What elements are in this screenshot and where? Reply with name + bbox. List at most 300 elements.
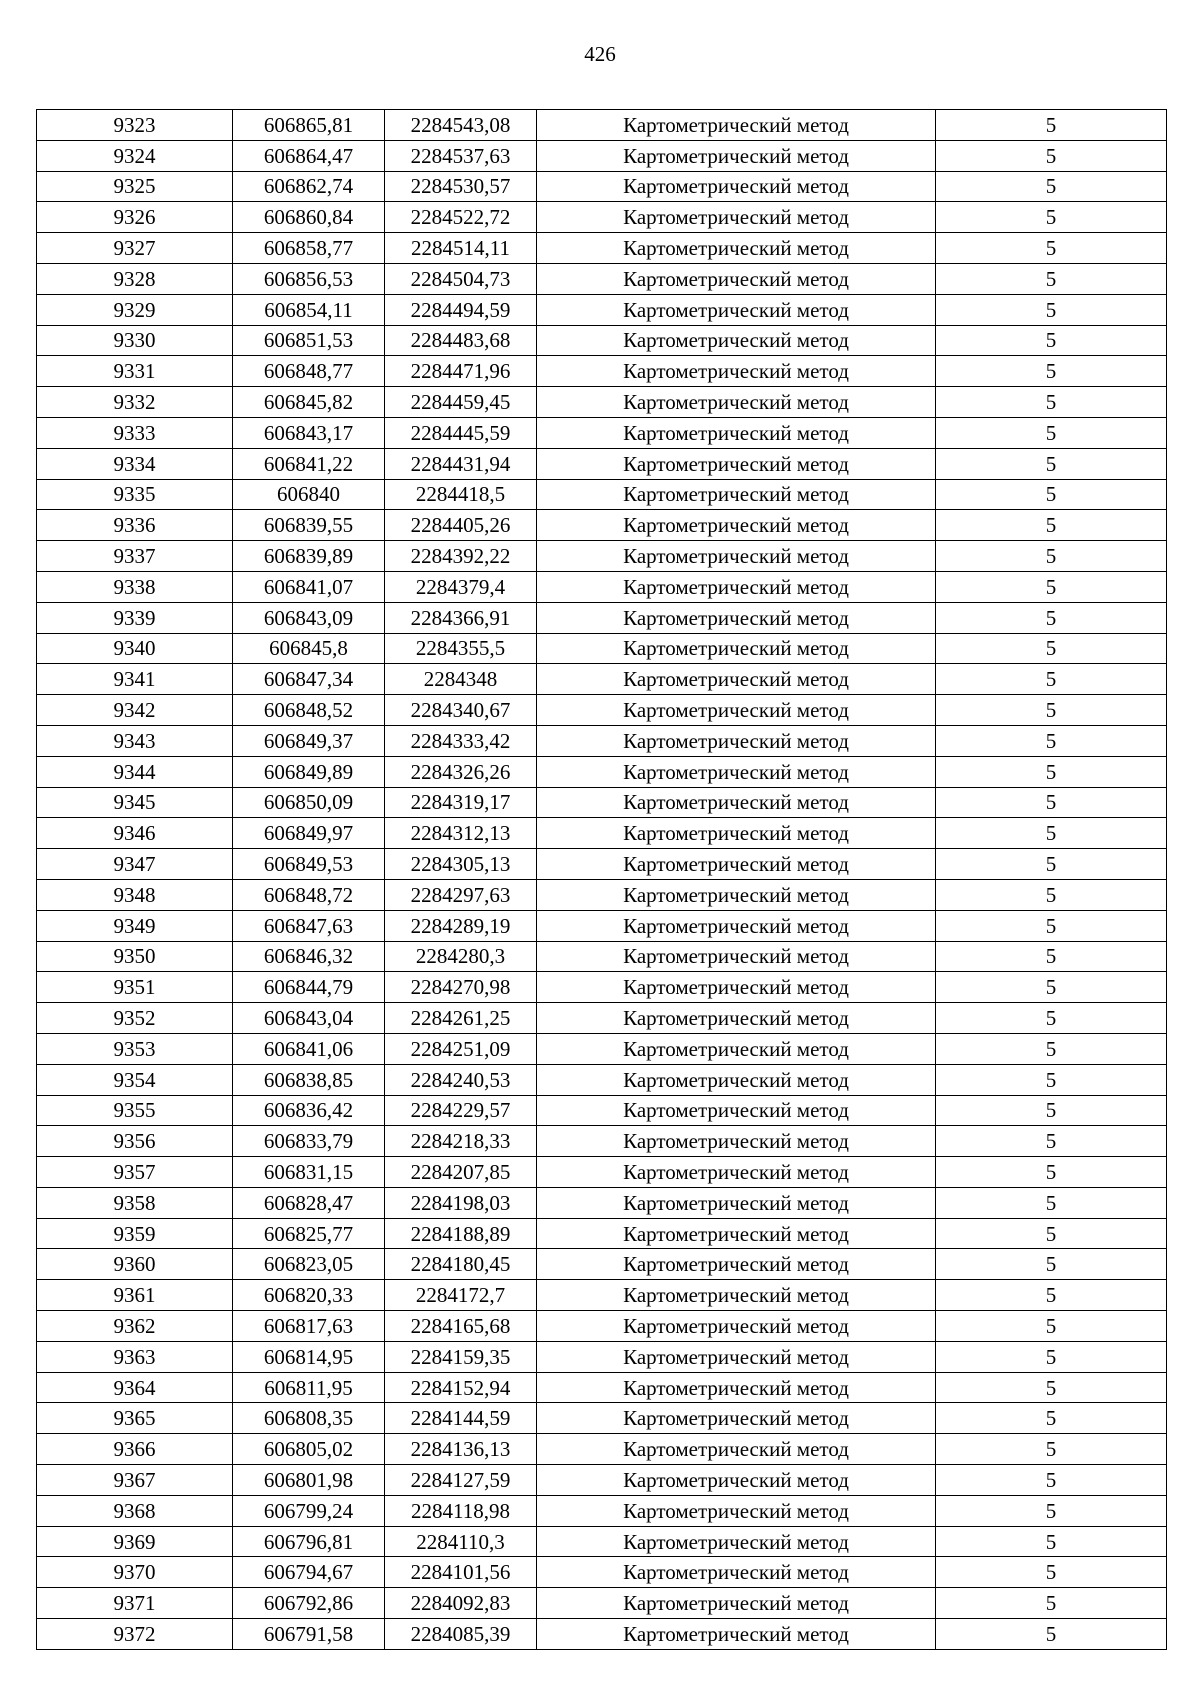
x-coordinate-cell: 606858,77: [233, 233, 385, 264]
x-coordinate-cell: 606811,95: [233, 1372, 385, 1403]
y-coordinate-cell: 2284289,19: [385, 910, 537, 941]
x-coordinate-cell: 606833,79: [233, 1126, 385, 1157]
accuracy-cell: 5: [936, 1557, 1167, 1588]
method-cell: Картометрический метод: [537, 1095, 936, 1126]
method-cell: Картометрический метод: [537, 1434, 936, 1465]
page-number: 426: [584, 42, 616, 66]
table-row: [37, 1249, 1167, 1280]
accuracy-cell: 5: [936, 695, 1167, 726]
point-number-cell: 9325: [37, 171, 233, 202]
table-row: [37, 140, 1167, 171]
table-row: [37, 1588, 1167, 1619]
point-number-cell: 9346: [37, 818, 233, 849]
x-coordinate-cell: 606844,79: [233, 972, 385, 1003]
method-cell: Картометрический метод: [537, 233, 936, 264]
point-number-cell: 9369: [37, 1526, 233, 1557]
method-cell: Картометрический метод: [537, 263, 936, 294]
point-number-cell: 9372: [37, 1619, 233, 1650]
y-coordinate-cell: 2284379,4: [385, 571, 537, 602]
x-coordinate-cell: 606840: [233, 479, 385, 510]
x-coordinate-cell: 606848,77: [233, 356, 385, 387]
accuracy-cell: 5: [936, 1341, 1167, 1372]
accuracy-cell: 5: [936, 1434, 1167, 1465]
method-cell: Картометрический метод: [537, 1157, 936, 1188]
method-cell: Картометрический метод: [537, 633, 936, 664]
table-row: [37, 756, 1167, 787]
method-cell: Картометрический метод: [537, 1003, 936, 1034]
point-number-cell: 9323: [37, 110, 233, 141]
y-coordinate-cell: 2284085,39: [385, 1619, 537, 1650]
method-cell: Картометрический метод: [537, 602, 936, 633]
y-coordinate-cell: 2284261,25: [385, 1003, 537, 1034]
point-number-cell: 9328: [37, 263, 233, 294]
method-cell: Картометрический метод: [537, 541, 936, 572]
coordinates-table: [36, 109, 1167, 1650]
table-row: [37, 725, 1167, 756]
method-cell: Картометрический метод: [537, 1280, 936, 1311]
y-coordinate-cell: 2284522,72: [385, 202, 537, 233]
x-coordinate-cell: 606845,8: [233, 633, 385, 664]
table-row: [37, 818, 1167, 849]
point-number-cell: 9360: [37, 1249, 233, 1280]
x-coordinate-cell: 606843,09: [233, 602, 385, 633]
point-number-cell: 9358: [37, 1187, 233, 1218]
y-coordinate-cell: 2284144,59: [385, 1403, 537, 1434]
method-cell: Картометрический метод: [537, 1588, 936, 1619]
point-number-cell: 9361: [37, 1280, 233, 1311]
table-row: [37, 541, 1167, 572]
accuracy-cell: 5: [936, 294, 1167, 325]
method-cell: Картометрический метод: [537, 171, 936, 202]
point-number-cell: 9341: [37, 664, 233, 695]
table-row: [37, 479, 1167, 510]
accuracy-cell: 5: [936, 1157, 1167, 1188]
accuracy-cell: 5: [936, 1280, 1167, 1311]
point-number-cell: 9359: [37, 1218, 233, 1249]
accuracy-cell: 5: [936, 263, 1167, 294]
table-row: [37, 510, 1167, 541]
y-coordinate-cell: 2284445,59: [385, 417, 537, 448]
x-coordinate-cell: 606864,47: [233, 140, 385, 171]
table-row: [37, 1311, 1167, 1342]
accuracy-cell: 5: [936, 202, 1167, 233]
y-coordinate-cell: 2284530,57: [385, 171, 537, 202]
method-cell: Картометрический метод: [537, 294, 936, 325]
y-coordinate-cell: 2284136,13: [385, 1434, 537, 1465]
x-coordinate-cell: 606848,52: [233, 695, 385, 726]
y-coordinate-cell: 2284229,57: [385, 1095, 537, 1126]
table-row: [37, 325, 1167, 356]
y-coordinate-cell: 2284270,98: [385, 972, 537, 1003]
x-coordinate-cell: 606808,35: [233, 1403, 385, 1434]
method-cell: Картометрический метод: [537, 1126, 936, 1157]
x-coordinate-cell: 606862,74: [233, 171, 385, 202]
method-cell: Картометрический метод: [537, 1341, 936, 1372]
table-row: [37, 1465, 1167, 1496]
x-coordinate-cell: 606825,77: [233, 1218, 385, 1249]
point-number-cell: 9350: [37, 941, 233, 972]
y-coordinate-cell: 2284418,5: [385, 479, 537, 510]
table-row: [37, 1095, 1167, 1126]
point-number-cell: 9368: [37, 1495, 233, 1526]
method-cell: Картометрический метод: [537, 448, 936, 479]
accuracy-cell: 5: [936, 479, 1167, 510]
accuracy-cell: 5: [936, 1249, 1167, 1280]
point-number-cell: 9342: [37, 695, 233, 726]
table-row: [37, 1526, 1167, 1557]
y-coordinate-cell: 2284110,3: [385, 1526, 537, 1557]
point-number-cell: 9345: [37, 787, 233, 818]
accuracy-cell: 5: [936, 140, 1167, 171]
x-coordinate-cell: 606850,09: [233, 787, 385, 818]
x-coordinate-cell: 606847,34: [233, 664, 385, 695]
y-coordinate-cell: 2284297,63: [385, 879, 537, 910]
method-cell: Картометрический метод: [537, 110, 936, 141]
point-number-cell: 9363: [37, 1341, 233, 1372]
accuracy-cell: 5: [936, 1495, 1167, 1526]
table-row: [37, 1557, 1167, 1588]
table-row: [37, 294, 1167, 325]
table-row: [37, 202, 1167, 233]
y-coordinate-cell: 2284348: [385, 664, 537, 695]
y-coordinate-cell: 2284537,63: [385, 140, 537, 171]
point-number-cell: 9331: [37, 356, 233, 387]
method-cell: Картометрический метод: [537, 725, 936, 756]
method-cell: Картометрический метод: [537, 695, 936, 726]
y-coordinate-cell: 2284172,7: [385, 1280, 537, 1311]
x-coordinate-cell: 606794,67: [233, 1557, 385, 1588]
accuracy-cell: 5: [936, 1126, 1167, 1157]
x-coordinate-cell: 606849,37: [233, 725, 385, 756]
method-cell: Картометрический метод: [537, 510, 936, 541]
table-row: [37, 1003, 1167, 1034]
y-coordinate-cell: 2284188,89: [385, 1218, 537, 1249]
x-coordinate-cell: 606849,89: [233, 756, 385, 787]
accuracy-cell: 5: [936, 110, 1167, 141]
table-row: [37, 1187, 1167, 1218]
x-coordinate-cell: 606860,84: [233, 202, 385, 233]
x-coordinate-cell: 606828,47: [233, 1187, 385, 1218]
point-number-cell: 9344: [37, 756, 233, 787]
accuracy-cell: 5: [936, 910, 1167, 941]
x-coordinate-cell: 606841,06: [233, 1033, 385, 1064]
y-coordinate-cell: 2284218,33: [385, 1126, 537, 1157]
accuracy-cell: 5: [936, 1187, 1167, 1218]
table-row: [37, 1033, 1167, 1064]
point-number-cell: 9367: [37, 1465, 233, 1496]
x-coordinate-cell: 606849,97: [233, 818, 385, 849]
point-number-cell: 9349: [37, 910, 233, 941]
x-coordinate-cell: 606843,17: [233, 417, 385, 448]
point-number-cell: 9340: [37, 633, 233, 664]
accuracy-cell: 5: [936, 510, 1167, 541]
y-coordinate-cell: 2284471,96: [385, 356, 537, 387]
x-coordinate-cell: 606823,05: [233, 1249, 385, 1280]
table-row: [37, 571, 1167, 602]
method-cell: Картометрический метод: [537, 1557, 936, 1588]
y-coordinate-cell: 2284431,94: [385, 448, 537, 479]
y-coordinate-cell: 2284312,13: [385, 818, 537, 849]
accuracy-cell: 5: [936, 1465, 1167, 1496]
table-row: [37, 1372, 1167, 1403]
y-coordinate-cell: 2284280,3: [385, 941, 537, 972]
accuracy-cell: 5: [936, 325, 1167, 356]
accuracy-cell: 5: [936, 1403, 1167, 1434]
point-number-cell: 9338: [37, 571, 233, 602]
x-coordinate-cell: 606792,86: [233, 1588, 385, 1619]
x-coordinate-cell: 606799,24: [233, 1495, 385, 1526]
x-coordinate-cell: 606845,82: [233, 387, 385, 418]
point-number-cell: 9371: [37, 1588, 233, 1619]
method-cell: Картометрический метод: [537, 664, 936, 695]
coordinates-table-body: [37, 110, 1167, 1650]
table-row: [37, 849, 1167, 880]
x-coordinate-cell: 606851,53: [233, 325, 385, 356]
accuracy-cell: 5: [936, 571, 1167, 602]
x-coordinate-cell: 606839,55: [233, 510, 385, 541]
table-row: [37, 1157, 1167, 1188]
accuracy-cell: 5: [936, 448, 1167, 479]
table-row: [37, 910, 1167, 941]
accuracy-cell: 5: [936, 849, 1167, 880]
x-coordinate-cell: 606820,33: [233, 1280, 385, 1311]
method-cell: Картометрический метод: [537, 1495, 936, 1526]
y-coordinate-cell: 2284504,73: [385, 263, 537, 294]
x-coordinate-cell: 606838,85: [233, 1064, 385, 1095]
method-cell: Картометрический метод: [537, 972, 936, 1003]
point-number-cell: 9347: [37, 849, 233, 880]
table-row: [37, 1280, 1167, 1311]
x-coordinate-cell: 606817,63: [233, 1311, 385, 1342]
x-coordinate-cell: 606849,53: [233, 849, 385, 880]
accuracy-cell: 5: [936, 1064, 1167, 1095]
y-coordinate-cell: 2284240,53: [385, 1064, 537, 1095]
y-coordinate-cell: 2284543,08: [385, 110, 537, 141]
x-coordinate-cell: 606805,02: [233, 1434, 385, 1465]
x-coordinate-cell: 606856,53: [233, 263, 385, 294]
point-number-cell: 9351: [37, 972, 233, 1003]
point-number-cell: 9356: [37, 1126, 233, 1157]
point-number-cell: 9362: [37, 1311, 233, 1342]
point-number-cell: 9370: [37, 1557, 233, 1588]
accuracy-cell: 5: [936, 941, 1167, 972]
accuracy-cell: 5: [936, 417, 1167, 448]
method-cell: Картометрический метод: [537, 479, 936, 510]
method-cell: Картометрический метод: [537, 1311, 936, 1342]
method-cell: Картометрический метод: [537, 879, 936, 910]
method-cell: Картометрический метод: [537, 1064, 936, 1095]
accuracy-cell: 5: [936, 1526, 1167, 1557]
accuracy-cell: 5: [936, 1372, 1167, 1403]
point-number-cell: 9366: [37, 1434, 233, 1465]
point-number-cell: 9326: [37, 202, 233, 233]
table-row: [37, 263, 1167, 294]
method-cell: Картометрический метод: [537, 1403, 936, 1434]
x-coordinate-cell: 606865,81: [233, 110, 385, 141]
x-coordinate-cell: 606839,89: [233, 541, 385, 572]
point-number-cell: 9348: [37, 879, 233, 910]
x-coordinate-cell: 606801,98: [233, 1465, 385, 1496]
accuracy-cell: 5: [936, 972, 1167, 1003]
accuracy-cell: 5: [936, 818, 1167, 849]
y-coordinate-cell: 2284127,59: [385, 1465, 537, 1496]
accuracy-cell: 5: [936, 725, 1167, 756]
method-cell: Картометрический метод: [537, 1372, 936, 1403]
point-number-cell: 9364: [37, 1372, 233, 1403]
accuracy-cell: 5: [936, 233, 1167, 264]
table-row: [37, 171, 1167, 202]
method-cell: Картометрический метод: [537, 849, 936, 880]
table-row: [37, 448, 1167, 479]
x-coordinate-cell: 606848,72: [233, 879, 385, 910]
accuracy-cell: 5: [936, 787, 1167, 818]
table-row: [37, 664, 1167, 695]
x-coordinate-cell: 606841,22: [233, 448, 385, 479]
method-cell: Картометрический метод: [537, 1619, 936, 1650]
x-coordinate-cell: 606841,07: [233, 571, 385, 602]
method-cell: Картометрический метод: [537, 417, 936, 448]
table-row: [37, 356, 1167, 387]
y-coordinate-cell: 2284251,09: [385, 1033, 537, 1064]
method-cell: Картометрический метод: [537, 202, 936, 233]
accuracy-cell: 5: [936, 664, 1167, 695]
y-coordinate-cell: 2284118,98: [385, 1495, 537, 1526]
y-coordinate-cell: 2284459,45: [385, 387, 537, 418]
x-coordinate-cell: 606831,15: [233, 1157, 385, 1188]
table-row: [37, 787, 1167, 818]
y-coordinate-cell: 2284333,42: [385, 725, 537, 756]
y-coordinate-cell: 2284494,59: [385, 294, 537, 325]
table-row: [37, 110, 1167, 141]
accuracy-cell: 5: [936, 1003, 1167, 1034]
point-number-cell: 9355: [37, 1095, 233, 1126]
y-coordinate-cell: 2284405,26: [385, 510, 537, 541]
x-coordinate-cell: 606836,42: [233, 1095, 385, 1126]
y-coordinate-cell: 2284152,94: [385, 1372, 537, 1403]
table-row: [37, 1403, 1167, 1434]
table-row: [37, 1064, 1167, 1095]
point-number-cell: 9329: [37, 294, 233, 325]
point-number-cell: 9339: [37, 602, 233, 633]
y-coordinate-cell: 2284366,91: [385, 602, 537, 633]
method-cell: Картометрический метод: [537, 1033, 936, 1064]
x-coordinate-cell: 606796,81: [233, 1526, 385, 1557]
y-coordinate-cell: 2284340,67: [385, 695, 537, 726]
accuracy-cell: 5: [936, 541, 1167, 572]
y-coordinate-cell: 2284355,5: [385, 633, 537, 664]
y-coordinate-cell: 2284305,13: [385, 849, 537, 880]
y-coordinate-cell: 2284514,11: [385, 233, 537, 264]
y-coordinate-cell: 2284207,85: [385, 1157, 537, 1188]
method-cell: Картометрический метод: [537, 325, 936, 356]
table-row: [37, 602, 1167, 633]
x-coordinate-cell: 606854,11: [233, 294, 385, 325]
point-number-cell: 9353: [37, 1033, 233, 1064]
accuracy-cell: 5: [936, 633, 1167, 664]
x-coordinate-cell: 606791,58: [233, 1619, 385, 1650]
point-number-cell: 9333: [37, 417, 233, 448]
table-row: [37, 695, 1167, 726]
point-number-cell: 9365: [37, 1403, 233, 1434]
table-row: [37, 1619, 1167, 1650]
accuracy-cell: 5: [936, 1095, 1167, 1126]
point-number-cell: 9354: [37, 1064, 233, 1095]
method-cell: Картометрический метод: [537, 1526, 936, 1557]
y-coordinate-cell: 2284165,68: [385, 1311, 537, 1342]
table-row: [37, 941, 1167, 972]
point-number-cell: 9335: [37, 479, 233, 510]
accuracy-cell: 5: [936, 1033, 1167, 1064]
table-row: [37, 972, 1167, 1003]
y-coordinate-cell: 2284392,22: [385, 541, 537, 572]
y-coordinate-cell: 2284326,26: [385, 756, 537, 787]
x-coordinate-cell: 606846,32: [233, 941, 385, 972]
x-coordinate-cell: 606847,63: [233, 910, 385, 941]
point-number-cell: 9330: [37, 325, 233, 356]
point-number-cell: 9334: [37, 448, 233, 479]
y-coordinate-cell: 2284483,68: [385, 325, 537, 356]
table-row: [37, 1341, 1167, 1372]
table-row: [37, 1218, 1167, 1249]
table-row: [37, 879, 1167, 910]
accuracy-cell: 5: [936, 356, 1167, 387]
accuracy-cell: 5: [936, 387, 1167, 418]
method-cell: Картометрический метод: [537, 818, 936, 849]
x-coordinate-cell: 606843,04: [233, 1003, 385, 1034]
method-cell: Картометрический метод: [537, 356, 936, 387]
table-row: [37, 417, 1167, 448]
y-coordinate-cell: 2284159,35: [385, 1341, 537, 1372]
point-number-cell: 9336: [37, 510, 233, 541]
method-cell: Картометрический метод: [537, 941, 936, 972]
method-cell: Картометрический метод: [537, 1187, 936, 1218]
method-cell: Картометрический метод: [537, 1218, 936, 1249]
point-number-cell: 9357: [37, 1157, 233, 1188]
method-cell: Картометрический метод: [537, 1465, 936, 1496]
table-row: [37, 1434, 1167, 1465]
y-coordinate-cell: 2284319,17: [385, 787, 537, 818]
point-number-cell: 9343: [37, 725, 233, 756]
table-row: [37, 233, 1167, 264]
method-cell: Картометрический метод: [537, 387, 936, 418]
method-cell: Картометрический метод: [537, 787, 936, 818]
accuracy-cell: 5: [936, 879, 1167, 910]
accuracy-cell: 5: [936, 756, 1167, 787]
accuracy-cell: 5: [936, 171, 1167, 202]
table-row: [37, 387, 1167, 418]
x-coordinate-cell: 606814,95: [233, 1341, 385, 1372]
method-cell: Картометрический метод: [537, 1249, 936, 1280]
table-row: [37, 633, 1167, 664]
point-number-cell: 9332: [37, 387, 233, 418]
y-coordinate-cell: 2284101,56: [385, 1557, 537, 1588]
table-row: [37, 1126, 1167, 1157]
y-coordinate-cell: 2284198,03: [385, 1187, 537, 1218]
table-row: [37, 1495, 1167, 1526]
point-number-cell: 9324: [37, 140, 233, 171]
y-coordinate-cell: 2284180,45: [385, 1249, 537, 1280]
method-cell: Картометрический метод: [537, 910, 936, 941]
method-cell: Картометрический метод: [537, 571, 936, 602]
point-number-cell: 9327: [37, 233, 233, 264]
point-number-cell: 9337: [37, 541, 233, 572]
accuracy-cell: 5: [936, 602, 1167, 633]
method-cell: Картометрический метод: [537, 140, 936, 171]
point-number-cell: 9352: [37, 1003, 233, 1034]
accuracy-cell: 5: [936, 1218, 1167, 1249]
accuracy-cell: 5: [936, 1588, 1167, 1619]
accuracy-cell: 5: [936, 1311, 1167, 1342]
